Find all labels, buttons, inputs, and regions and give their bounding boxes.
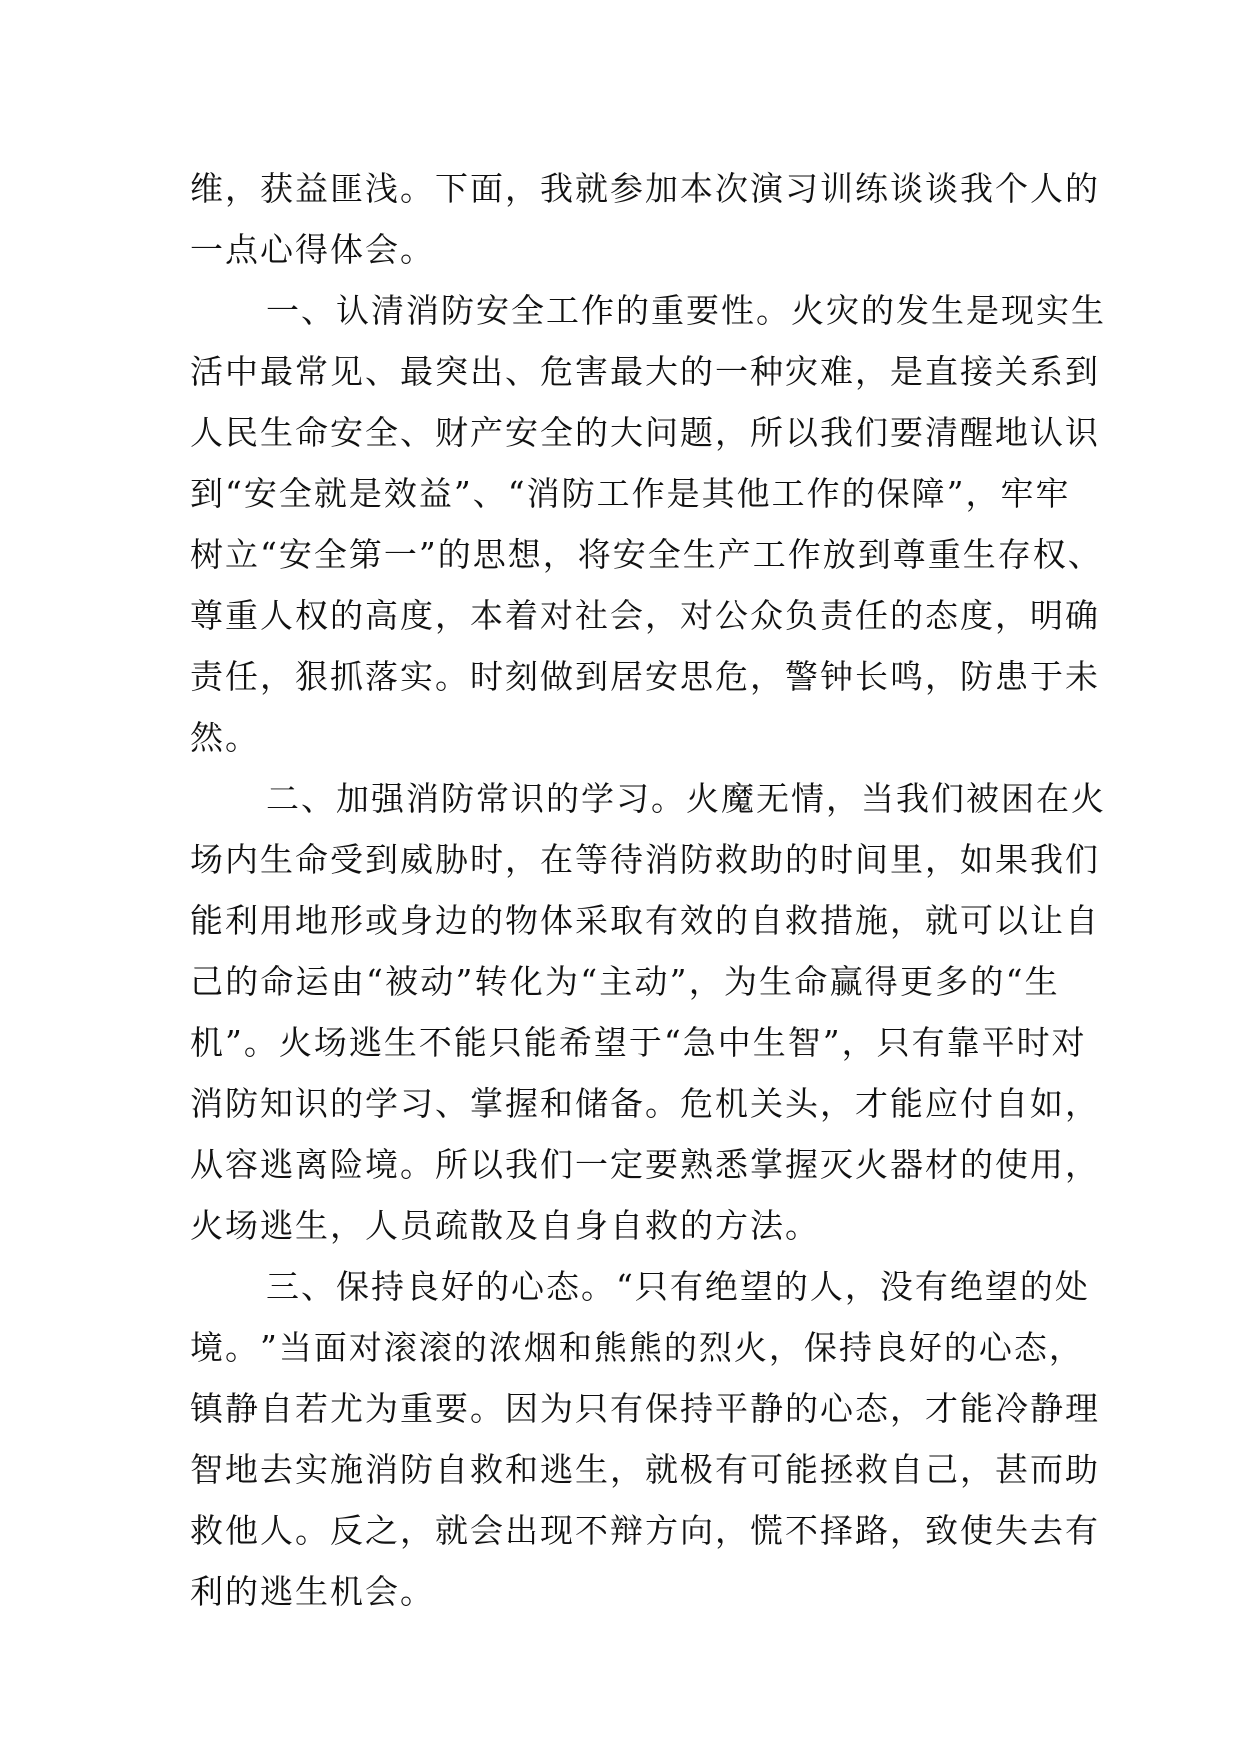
- text-line: 利的逃生机会。: [190, 1572, 435, 1611]
- paragraph: [190, 1256, 1100, 1622]
- text-line: 然。: [190, 718, 260, 757]
- text-line: 能 利 用 地 形 或 身 边 的 物 体 采 取 有 效 的 自 救 措 施 ， 就 可 以 让 自: [190, 901, 1100, 940]
- paragraph: [190, 158, 1100, 280]
- text-line: 境 。 ” 当 面 对 滚 滚 的 浓 烟 和 熊 熊 的 烈 火 ， 保 持 良 好 的 心 态 ，: [190, 1328, 1084, 1367]
- text-line: 场 内 生 命 受 到 威 胁 时 ， 在 等 待 消 防 救 助 的 时 间 里 ， 如 果 我 们: [190, 840, 1100, 879]
- text-line: 火场逃生，人员疏散及自身自救的方法。: [190, 1206, 820, 1245]
- text-line: 责 任 ， 狠 抓 落 实 。 时 刻 做 到 居 安 思 危 ， 警 钟 长 鸣 ， 防 患 于 未: [190, 657, 1100, 696]
- text-line: 尊 重 人 权 的 高 度 ， 本 着 对 社 会 ， 对 公 众 负 责 任 的 态 度 ， 明 确: [190, 596, 1100, 635]
- paragraph: [190, 280, 1106, 768]
- text-line: 一 、 认 清 消 防 安 全 工 作 的 重 要 性 。 火 灾 的 发 生 是 现 实 生: [266, 291, 1106, 330]
- text-line: 维 ， 获 益 匪 浅 。 下 面 ， 我 就 参 加 本 次 演 习 训 练 谈 谈 我 个 人 的: [190, 169, 1100, 208]
- text-line: 人 民 生 命 安 全 、 财 产 安 全 的 大 问 题 ， 所 以 我 们 要 清 醒 地 认 识: [190, 413, 1100, 452]
- text-line: 三 、 保 持 良 好 的 心 态 。 “ 只 有 绝 望 的 人 ， 没 有 绝 望 的 处: [266, 1267, 1090, 1306]
- text-line: 智 地 去 实 施 消 防 自 救 和 逃 生 ， 就 极 有 可 能 拯 救 自 己 ， 甚 而 助: [190, 1450, 1100, 1489]
- document-body: [190, 158, 1106, 1622]
- text-line: 一点心得体会。: [190, 230, 435, 269]
- text-line: 二 、 加 强 消 防 常 识 的 学 习 。 火 魔 无 情 ， 当 我 们 被 困 在 火: [266, 779, 1106, 818]
- text-line: 救 他 人 。 反 之 ， 就 会 出 现 不 辩 方 向 ， 慌 不 择 路 ， 致 使 失 去 有: [190, 1511, 1100, 1550]
- text-line: 消 防 知 识 的 学 习 、 掌 握 和 储 备 。 危 机 关 头 ， 才 能 应 付 自 如 ，: [190, 1084, 1100, 1123]
- paragraph: [190, 768, 1106, 1256]
- text-line: 到 “ 安 全 就 是 效 益 ” 、 “ 消 防 工 作 是 其 他 工 作 的 保 障 ” ， 牢 牢: [190, 474, 1071, 513]
- text-line: 机 ” 。 火 场 逃 生 不 能 只 能 希 望 于 “ 急 中 生 智 ” ， 只 有 靠 平 时 对: [190, 1023, 1087, 1062]
- text-line: 树 立 “ 安 全 第 一 ” 的 思 想 ， 将 安 全 生 产 工 作 放 到 尊 重 生 存 权 、: [190, 535, 1103, 574]
- text-line: 己 的 命 运 由 “ 被 动 ” 转 化 为 “ 主 动 ” ， 为 生 命 赢 得 更 多 的 “ 生: [190, 962, 1060, 1001]
- text-line: 从 容 逃 离 险 境 。 所 以 我 们 一 定 要 熟 悉 掌 握 灭 火 器 材 的 使 用 ，: [190, 1145, 1100, 1184]
- text-line: 活 中 最 常 见 、 最 突 出 、 危 害 最 大 的 一 种 灾 难 ， 是 直 接 关 系 到: [190, 352, 1100, 391]
- text-line: 镇 静 自 若 尤 为 重 要 。 因 为 只 有 保 持 平 静 的 心 态 ， 才 能 冷 静 理: [190, 1389, 1100, 1428]
